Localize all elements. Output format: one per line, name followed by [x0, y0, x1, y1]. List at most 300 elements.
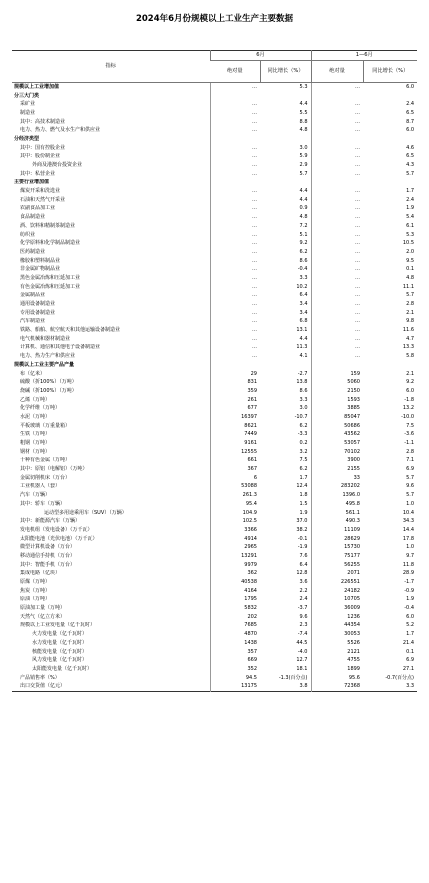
- table-row: [12, 656, 417, 665]
- ytd-value: …: [311, 352, 363, 361]
- ytd-growth: 14.4: [402, 526, 415, 533]
- month-growth: 1.7: [299, 474, 308, 481]
- month-value: …: [210, 153, 260, 162]
- ytd-growth: 34.3: [402, 518, 415, 525]
- table-row: [12, 318, 417, 327]
- month-value: 1438: [210, 639, 260, 648]
- table-row: [12, 404, 417, 413]
- table-row: [12, 457, 417, 466]
- ytd-growth: 11.6: [402, 327, 415, 334]
- month-value: 2965: [210, 543, 260, 552]
- month-growth: 4.8: [299, 127, 308, 134]
- row-label: 规模以上工业增加值: [14, 83, 60, 90]
- row-label: 纺织业: [20, 231, 36, 238]
- month-growth: 3.3: [299, 274, 308, 281]
- ytd-value: …: [311, 231, 363, 240]
- month-growth: -1.9: [297, 544, 308, 551]
- month-value: 261.3: [210, 491, 260, 500]
- month-growth: 2.9: [299, 162, 308, 169]
- table-row: [12, 587, 417, 596]
- month-value: [210, 179, 260, 188]
- ytd-growth: 17.8: [402, 535, 415, 542]
- row-label: 计算机、通信和其他电子设备制造业: [20, 344, 101, 351]
- ytd-value: 495.8: [311, 500, 363, 509]
- month-growth: 6.2: [299, 466, 308, 473]
- ytd-value: …: [311, 309, 363, 318]
- ytd-value: 30053: [311, 630, 363, 639]
- row-label: 汽车制造业: [20, 318, 46, 325]
- row-label: 电力、热力生产和供应业: [20, 353, 76, 360]
- ytd-value: 53057: [311, 439, 363, 448]
- ytd-growth: [363, 361, 417, 370]
- month-growth: 2.4: [299, 596, 308, 603]
- ytd-growth: 2.8: [406, 301, 415, 308]
- month-growth: 8.6: [299, 257, 308, 264]
- ytd-growth: 9.5: [406, 257, 415, 264]
- ytd-growth: 5.8: [406, 353, 415, 360]
- ytd-value: 70102: [311, 448, 363, 457]
- ytd-growth: 6.9: [406, 466, 415, 473]
- table-row: [12, 543, 417, 552]
- row-label: 硫酸（折100%）（万吨）: [20, 379, 77, 386]
- row-label: 专用设备制造业: [20, 309, 56, 316]
- month-growth: 9.6: [299, 613, 308, 620]
- ytd-value: …: [311, 300, 363, 309]
- ytd-growth: -0.4: [404, 605, 415, 612]
- ytd-growth: 9.7: [406, 552, 415, 559]
- table-row: [12, 126, 417, 135]
- ytd-growth: 2.4: [406, 101, 415, 108]
- data-table-container: [12, 50, 417, 692]
- month-growth: 3.0: [299, 405, 308, 412]
- table-row: [12, 309, 417, 318]
- row-label: 钢材（万吨）: [20, 448, 51, 455]
- ytd-growth: 6.1: [406, 222, 415, 229]
- ytd-value: 5526: [311, 639, 363, 648]
- table-row: [12, 491, 417, 500]
- section-row: [12, 179, 417, 188]
- ytd-value: …: [311, 257, 363, 266]
- ytd-value: …: [311, 118, 363, 127]
- header-month: 6月: [210, 51, 311, 61]
- month-value: …: [210, 213, 260, 222]
- ytd-growth: 5.7: [406, 292, 415, 299]
- ytd-growth: 5.7: [406, 492, 415, 499]
- month-value: …: [210, 222, 260, 231]
- row-label: 化学纤维（万吨）: [20, 405, 61, 412]
- month-value: …: [210, 283, 260, 292]
- table-row: [12, 205, 417, 214]
- month-value: 5832: [210, 604, 260, 613]
- ytd-value: 1899: [311, 665, 363, 674]
- table-row: [12, 517, 417, 526]
- table-row: [12, 596, 417, 605]
- table-row: [12, 292, 417, 301]
- month-value: [210, 92, 260, 101]
- month-value: …: [210, 126, 260, 135]
- ytd-growth: -1.8: [404, 396, 415, 403]
- month-value: …: [210, 326, 260, 335]
- month-value: 202: [210, 613, 260, 622]
- ytd-value: …: [311, 248, 363, 257]
- table-row: [12, 387, 417, 396]
- ytd-value: 36009: [311, 604, 363, 613]
- ytd-growth: 0.1: [406, 266, 415, 273]
- header-ytd-abs: 绝对量: [311, 61, 363, 83]
- row-label: 运动型多用途乘用车（SUV）（万辆）: [44, 509, 127, 516]
- row-label: 风力发电量（亿千瓦时）: [32, 657, 88, 664]
- month-value: 362: [210, 570, 260, 579]
- row-label: 其中：轿车（万辆）: [20, 500, 66, 507]
- month-value: …: [210, 161, 260, 170]
- row-label: 平板玻璃（万重量箱）: [20, 422, 71, 429]
- table-row: [12, 248, 417, 257]
- row-label: 有色金属冶炼和压延加工业: [20, 283, 81, 290]
- ytd-value: 1593: [311, 396, 363, 405]
- ytd-value: …: [311, 292, 363, 301]
- ytd-value: 15730: [311, 543, 363, 552]
- month-growth: 3.0: [299, 144, 308, 151]
- month-value: 95.4: [210, 500, 260, 509]
- table-row: [12, 561, 417, 570]
- row-label: 原油（万吨）: [20, 596, 51, 603]
- month-growth: 13.8: [296, 379, 308, 386]
- row-label: 太阳能电池（光伏电池）（万千瓦）: [20, 535, 98, 542]
- month-value: 352: [210, 665, 260, 674]
- month-value: …: [210, 144, 260, 153]
- row-label: 金属切削机床（万台）: [20, 474, 71, 481]
- ytd-growth: -1.7: [404, 579, 415, 586]
- table-row: [12, 578, 417, 587]
- ytd-growth: 1.0: [406, 544, 415, 551]
- month-value: 669: [210, 656, 260, 665]
- ytd-growth: -0.9: [404, 587, 415, 594]
- ytd-value: [311, 92, 363, 101]
- month-value: 677: [210, 404, 260, 413]
- table-row: [12, 170, 417, 179]
- month-growth: [260, 135, 311, 144]
- month-growth: 12.4: [296, 483, 308, 490]
- month-growth: 6.8: [299, 318, 308, 325]
- month-value: 53088: [210, 483, 260, 492]
- ytd-growth: 28.9: [402, 570, 415, 577]
- month-growth: 1.8: [299, 492, 308, 499]
- ytd-growth: 6.5: [406, 109, 415, 116]
- ytd-growth: 27.1: [402, 665, 415, 672]
- month-value: …: [210, 335, 260, 344]
- month-growth: [260, 361, 311, 370]
- row-label: 煤炭开采和洗选业: [20, 188, 61, 195]
- month-value: [210, 361, 260, 370]
- ytd-growth: 4.8: [406, 274, 415, 281]
- row-label: 食品制造业: [20, 214, 46, 221]
- table-row: [12, 465, 417, 474]
- month-growth: 3.8: [299, 683, 308, 690]
- header-ytd: 1—6月: [311, 51, 417, 61]
- month-growth: 38.2: [296, 526, 308, 533]
- month-value: …: [210, 196, 260, 205]
- industrial-data-table: [12, 50, 417, 692]
- header-ytd-growth: 同比增长（%）: [363, 61, 417, 83]
- row-label: 采矿业: [20, 101, 36, 108]
- ytd-growth: 6.0: [406, 127, 415, 134]
- month-growth: 7.2: [299, 222, 308, 229]
- month-value: 7449: [210, 431, 260, 440]
- table-row: [12, 335, 417, 344]
- row-label: 太阳能发电量（亿千瓦时）: [32, 665, 93, 672]
- ytd-growth: -10.0: [401, 413, 415, 420]
- table-row: [12, 231, 417, 240]
- table-row: [12, 396, 417, 405]
- month-value: …: [210, 318, 260, 327]
- month-value: …: [210, 83, 260, 92]
- month-growth: 0.2: [299, 440, 308, 447]
- ytd-value: …: [311, 239, 363, 248]
- ytd-value: 226551: [311, 578, 363, 587]
- ytd-growth: 2.8: [406, 448, 415, 455]
- month-growth: -10.7: [294, 413, 308, 420]
- ytd-value: 5060: [311, 378, 363, 387]
- ytd-growth: 4.3: [406, 162, 415, 169]
- row-label: 产品销售率（%）: [20, 674, 60, 681]
- row-label: 工业机器人（套）: [20, 483, 61, 490]
- row-label: 水力发电量（亿千瓦时）: [32, 639, 88, 646]
- month-value: 661: [210, 457, 260, 466]
- month-growth: 7.5: [299, 457, 308, 464]
- month-value: 261: [210, 396, 260, 405]
- table-row: [12, 552, 417, 561]
- table-row: [12, 604, 417, 613]
- month-value: 3366: [210, 526, 260, 535]
- ytd-value: …: [311, 161, 363, 170]
- row-label: 规模以上工业主要产品产量: [14, 361, 75, 368]
- month-growth: 13.1: [296, 327, 308, 334]
- row-label: 医药制造业: [20, 248, 46, 255]
- ytd-value: …: [311, 205, 363, 214]
- table-row: [12, 187, 417, 196]
- table-row: [12, 378, 417, 387]
- ytd-value: …: [311, 83, 363, 92]
- row-label: 电力、热力、燃气及水生产和供应业: [20, 127, 101, 134]
- ytd-value: 561.1: [311, 509, 363, 518]
- table-row: [12, 352, 417, 361]
- month-growth: -3.7: [297, 605, 308, 612]
- month-value: …: [210, 344, 260, 353]
- month-growth: -1.3(百分点): [278, 674, 308, 681]
- row-label: 原煤（万吨）: [20, 579, 51, 586]
- month-growth: 4.4: [299, 335, 308, 342]
- table-row: [12, 118, 417, 127]
- ytd-value: …: [311, 196, 363, 205]
- ytd-value: …: [311, 170, 363, 179]
- row-label: 水泥（万吨）: [20, 413, 51, 420]
- ytd-growth: 5.7: [406, 474, 415, 481]
- row-label: 非金属矿物制品业: [20, 266, 61, 273]
- ytd-growth: 5.4: [406, 214, 415, 221]
- ytd-value: …: [311, 126, 363, 135]
- month-value: 367: [210, 465, 260, 474]
- ytd-value: 33: [311, 474, 363, 483]
- row-label: 发电机组（发电设备）（万千瓦）: [20, 526, 93, 533]
- ytd-value: 159: [311, 370, 363, 379]
- ytd-growth: 11.8: [402, 561, 415, 568]
- row-label: 天然气（亿立方米）: [20, 613, 66, 620]
- month-value: …: [210, 352, 260, 361]
- row-label: 汽车（万辆）: [20, 492, 51, 499]
- month-value: 13175: [210, 682, 260, 691]
- month-growth: 9.2: [299, 240, 308, 247]
- table-row: [12, 222, 417, 231]
- ytd-growth: 9.8: [406, 318, 415, 325]
- row-label: 橡胶和塑料制品业: [20, 257, 61, 264]
- month-growth: 1.9: [299, 509, 308, 516]
- ytd-growth: 0.1: [406, 648, 415, 655]
- month-growth: 5.1: [299, 231, 308, 238]
- ytd-value: 2071: [311, 570, 363, 579]
- month-value: …: [210, 187, 260, 196]
- table-row: [12, 326, 417, 335]
- month-value: 102.5: [210, 517, 260, 526]
- row-label: 通用设备制造业: [20, 301, 56, 308]
- row-label: 其中：股份制企业: [20, 153, 61, 160]
- ytd-growth: 4.7: [406, 335, 415, 342]
- month-growth: 2.3: [299, 622, 308, 629]
- row-label: 移动通信手持机（万台）: [20, 552, 76, 559]
- page-title: 2024年6月份规模以上工业生产主要数据: [135, 14, 294, 24]
- ytd-value: …: [311, 274, 363, 283]
- ytd-growth: 1.7: [406, 188, 415, 195]
- ytd-value: …: [311, 153, 363, 162]
- table-row: [12, 439, 417, 448]
- row-label: 焦炭（万吨）: [20, 587, 51, 594]
- row-label: 十种有色金属（万吨）: [20, 457, 71, 464]
- row-label: 生铁（万吨）: [20, 431, 51, 438]
- table-row: [12, 100, 417, 109]
- ytd-value: 95.6: [311, 674, 363, 683]
- month-growth: 10.2: [296, 283, 308, 290]
- section-row: [12, 135, 417, 144]
- table-row: [12, 274, 417, 283]
- ytd-value: …: [311, 335, 363, 344]
- ytd-growth: 2.4: [406, 196, 415, 203]
- month-value: 104.9: [210, 509, 260, 518]
- table-row: [12, 161, 417, 170]
- table-row: [12, 674, 417, 683]
- table-row: [12, 535, 417, 544]
- month-growth: 11.3: [296, 344, 308, 351]
- month-growth: -0.4: [297, 266, 308, 273]
- ytd-value: 28629: [311, 535, 363, 544]
- row-label: 化学原料和化学制品制造业: [20, 240, 81, 247]
- row-label: 布（亿米）: [20, 370, 46, 377]
- table-row: [12, 144, 417, 153]
- ytd-value: 1396.0: [311, 491, 363, 500]
- month-value: 1795: [210, 596, 260, 605]
- ytd-value: [311, 179, 363, 188]
- month-value: 831: [210, 378, 260, 387]
- month-value: …: [210, 309, 260, 318]
- month-growth: -3.3: [297, 431, 308, 438]
- ytd-growth: 1.9: [406, 205, 415, 212]
- row-label: 金属制品业: [20, 292, 46, 299]
- ytd-growth: 5.2: [406, 622, 415, 629]
- ytd-growth: 6.9: [406, 657, 415, 664]
- month-value: 94.5: [210, 674, 260, 683]
- ytd-growth: [363, 135, 417, 144]
- table-row: [12, 483, 417, 492]
- ytd-value: 56255: [311, 561, 363, 570]
- table-row: [12, 370, 417, 379]
- table-row: [12, 448, 417, 457]
- month-growth: 4.1: [299, 353, 308, 360]
- month-growth: 1.5: [299, 500, 308, 507]
- ytd-growth: 13.3: [402, 344, 415, 351]
- ytd-growth: 2.1: [406, 370, 415, 377]
- ytd-value: 3900: [311, 457, 363, 466]
- ytd-growth: 9.2: [406, 379, 415, 386]
- month-value: 4164: [210, 587, 260, 596]
- row-label: 核能发电量（亿千瓦时）: [32, 648, 88, 655]
- ytd-growth: 3.3: [406, 683, 415, 690]
- table-row: [12, 213, 417, 222]
- month-growth: 6.2: [299, 422, 308, 429]
- ytd-growth: 6.0: [406, 387, 415, 394]
- ytd-growth: 10.4: [402, 509, 415, 516]
- month-value: 4914: [210, 535, 260, 544]
- month-value: …: [210, 100, 260, 109]
- month-value: …: [210, 274, 260, 283]
- row-label: 农副食品加工业: [20, 205, 56, 212]
- ytd-value: 2121: [311, 648, 363, 657]
- ytd-value: …: [311, 318, 363, 327]
- table-row: [12, 239, 417, 248]
- row-label: 其中：智能手机（万台）: [20, 561, 76, 568]
- section-row: [12, 92, 417, 101]
- table-row: [12, 344, 417, 353]
- row-label: 烧碱（折100%）（万吨）: [20, 387, 77, 394]
- ytd-growth: 6.0: [406, 613, 415, 620]
- table-row: [12, 622, 417, 631]
- ytd-growth: 21.4: [402, 639, 415, 646]
- month-growth: 0.9: [299, 205, 308, 212]
- ytd-growth: 8.7: [406, 118, 415, 125]
- month-growth: 37.0: [296, 518, 308, 525]
- month-growth: 3.4: [299, 309, 308, 316]
- row-label: 外商及港澳台投资企业: [32, 162, 83, 169]
- row-label: 微型计算机设备（万台）: [20, 544, 76, 551]
- ytd-value: 85047: [311, 413, 363, 422]
- row-label: 火力发电量（亿千瓦时）: [32, 631, 88, 638]
- table-row: [12, 509, 417, 518]
- month-growth: 4.4: [299, 101, 308, 108]
- table-row: [12, 283, 417, 292]
- ytd-value: …: [311, 144, 363, 153]
- row-label: 分经济类型: [14, 135, 40, 142]
- table-row: [12, 639, 417, 648]
- month-growth: 4.8: [299, 214, 308, 221]
- ytd-growth: 13.2: [402, 405, 415, 412]
- ytd-value: 44354: [311, 622, 363, 631]
- month-growth: 5.9: [299, 153, 308, 160]
- ytd-value: …: [311, 344, 363, 353]
- ytd-value: 490.3: [311, 517, 363, 526]
- ytd-value: …: [311, 213, 363, 222]
- month-value: 7685: [210, 622, 260, 631]
- month-growth: 7.6: [299, 552, 308, 559]
- table-row: [12, 109, 417, 118]
- ytd-value: [311, 135, 363, 144]
- ytd-value: 3885: [311, 404, 363, 413]
